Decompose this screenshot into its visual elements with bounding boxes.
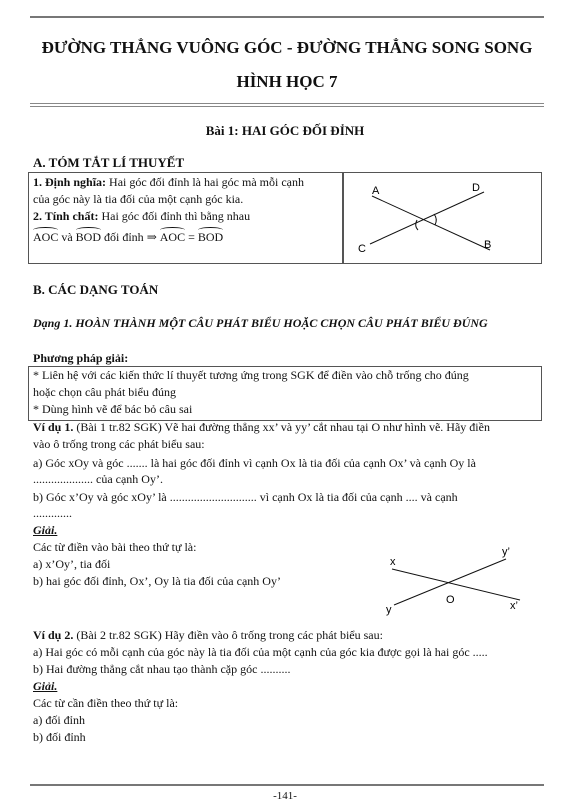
label-x: x bbox=[390, 556, 396, 568]
property-line bbox=[33, 209, 250, 224]
angle-aoc: AOC bbox=[33, 230, 59, 244]
example-2-text: (Bài 2 tr.82 SGK) Hãy điền vào ô trống trong các phát biểu sau: bbox=[73, 628, 383, 642]
solution-1-line-2: a) x’Oy’, tia đối bbox=[33, 557, 111, 571]
example-1-label: Ví dụ 1. bbox=[33, 420, 74, 434]
opposite-text: đối đỉnh bbox=[101, 230, 147, 244]
angle-arc-right bbox=[434, 214, 436, 225]
method-line-1: * Liên hệ với các kiến thức lí thuyết tương ứng trong SGK để điền vào chỗ trống cho đúng bbox=[33, 368, 469, 382]
footer-rule bbox=[30, 784, 544, 786]
label-o: O bbox=[446, 594, 455, 606]
title-rule-top bbox=[30, 103, 544, 104]
example-2-line bbox=[33, 628, 383, 643]
intersecting-lines-figure bbox=[380, 545, 530, 620]
property-label: 2. Tính chất: bbox=[33, 209, 99, 223]
angle-bod: BOD bbox=[75, 230, 102, 244]
label-y-prime: y’ bbox=[502, 546, 510, 558]
property-text: Hai góc đối đỉnh thì bằng nhau bbox=[98, 209, 251, 223]
method-line-2: hoặc chọn câu phát biểu đúng bbox=[33, 385, 176, 399]
example-1-b-2: ............. bbox=[33, 506, 72, 520]
top-rule bbox=[30, 16, 544, 18]
example-2-label: Ví dụ 2. bbox=[33, 628, 74, 642]
title-rule-bottom bbox=[30, 106, 544, 107]
angle-arc-left bbox=[416, 220, 418, 230]
section-a-heading: A. TÓM TẮT LÍ THUYẾT bbox=[33, 155, 185, 170]
example-2-a: a) Hai góc có mỗi cạnh của góc này là tia đối của một cạnh của góc kia được gọi là hai góc ..... bbox=[33, 645, 488, 659]
label-b: B bbox=[484, 239, 492, 251]
property-formula bbox=[33, 230, 223, 245]
page-title: ĐƯỜNG THẲNG VUÔNG GÓC - ĐƯỜNG THẲNG SONG SONG bbox=[41, 38, 533, 57]
line-xx bbox=[392, 569, 520, 600]
line-cd bbox=[370, 192, 484, 244]
method-line-3: * Dùng hình vẽ để bác bỏ câu sai bbox=[33, 402, 193, 416]
solution-1-label: Giải. bbox=[33, 523, 58, 537]
form-1-heading: Dạng 1. HOÀN THÀNH MỘT CÂU PHÁT BIỂU HOẶC CHỌN CÂU PHÁT BIỂU ĐÚNG bbox=[33, 316, 488, 330]
equals-sign: = bbox=[185, 230, 198, 244]
label-d: D bbox=[472, 182, 480, 194]
page-number: -141- bbox=[273, 790, 297, 802]
angle-bod-2: BOD bbox=[197, 230, 224, 244]
definition-line bbox=[33, 175, 304, 190]
angle-aoc-2: AOC bbox=[159, 230, 186, 244]
example-1-line bbox=[33, 420, 490, 435]
example-1-a: a) Góc xOy và góc ....... là hai góc đối đỉnh vì cạnh Ox là tia đối của cạnh Ox’ và cạnh Oy là bbox=[33, 456, 476, 470]
method-heading: Phương pháp giải: bbox=[33, 351, 129, 365]
label-y: y bbox=[386, 604, 392, 616]
example-1-b: b) Góc x’Oy và góc xOy’ là ............................. vì cạnh Ox là tia đối của cạnh .... và cạnh bbox=[33, 490, 458, 504]
example-1-text: (Bài 1 tr.82 SGK) Vẽ hai đường thẳng xx’ và yy’ cắt nhau tại O như hình vẽ. Hãy điền bbox=[73, 420, 490, 434]
line-ab bbox=[372, 196, 490, 250]
example-1-line-2: vào ô trống trong các phát biểu sau: bbox=[33, 437, 205, 451]
section-b-heading: B. CÁC DẠNG TOÁN bbox=[33, 282, 159, 297]
label-c: C bbox=[358, 243, 366, 255]
lesson-title: Bài 1: HAI GÓC ĐỐI ĐỈNH bbox=[205, 123, 365, 138]
solution-2-line-2: a) đối đỉnh bbox=[33, 713, 85, 727]
implies-icon: ⇒ bbox=[146, 230, 157, 244]
vertical-angles-figure bbox=[342, 172, 540, 262]
solution-1-line-1: Các từ điền vào bài theo thứ tự là: bbox=[33, 540, 197, 554]
label-x-prime: x’ bbox=[510, 600, 518, 612]
conj-text: và bbox=[58, 230, 76, 244]
solution-1-line-3: b) hai góc đối đỉnh, Ox’, Oy là tia đối của cạnh Oy’ bbox=[33, 574, 281, 588]
example-2-b: b) Hai đường thẳng cắt nhau tạo thành cặp góc .......... bbox=[33, 662, 291, 676]
example-1-a-2: .................... của cạnh Oy’. bbox=[33, 472, 163, 486]
solution-2-line-3: b) đối đỉnh bbox=[33, 730, 86, 744]
definition-line-2: của góc này là tia đối của một cạnh góc kia. bbox=[33, 192, 244, 206]
definition-text: Hai góc đối đỉnh là hai góc mà mỗi cạnh bbox=[106, 175, 304, 189]
solution-2-line-1: Các từ cần điền theo thứ tự là: bbox=[33, 696, 179, 710]
page-subtitle: HÌNH HỌC 7 bbox=[236, 72, 338, 91]
label-a: A bbox=[372, 185, 380, 197]
definition-label: 1. Định nghĩa: bbox=[33, 175, 107, 189]
solution-2-label: Giải. bbox=[33, 679, 58, 693]
